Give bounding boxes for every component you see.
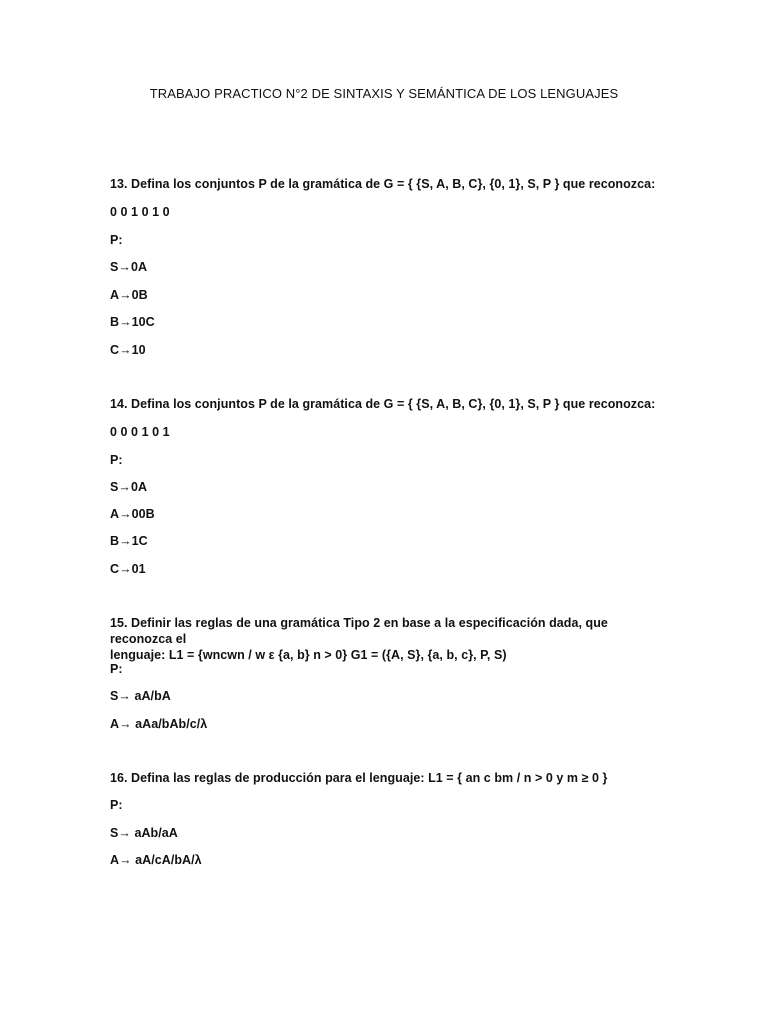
exercise-13-rule: B→10C bbox=[110, 315, 155, 329]
exercise-15-rule: A→ aAa/bAb/c/λ bbox=[110, 717, 208, 731]
exercise-15-p-label: P: bbox=[110, 662, 123, 676]
exercise-13-p-label: P: bbox=[110, 233, 123, 247]
exercise-15-rule: S→ aA/bA bbox=[110, 689, 171, 703]
exercise-15 bbox=[110, 615, 670, 663]
arrow-icon: → bbox=[118, 689, 131, 703]
exercise-14-string: 0 0 0 1 0 1 bbox=[110, 425, 170, 439]
exercise-15-question-line2: lenguaje: L1 = {wncwn / w ε {a, b} n > 0} G1 = ({A, S}, {a, b, c}, P, S) bbox=[110, 648, 507, 662]
exercise-13-rule: A→0B bbox=[110, 288, 148, 302]
exercise-13 bbox=[110, 176, 670, 192]
arrow-icon: → bbox=[119, 562, 132, 576]
exercise-16-p-label: P: bbox=[110, 798, 123, 812]
arrow-icon: → bbox=[118, 826, 131, 840]
exercise-13-question: 13. Defina los conjuntos P de la gramática de G = { {S, A, B, C}, {0, 1}, S, P } que reconozca: bbox=[110, 177, 656, 191]
document-title: TRABAJO PRACTICO N°2 DE SINTAXIS Y SEMÁNTICA DE LOS LENGUAJES bbox=[149, 86, 619, 101]
arrow-icon: → bbox=[119, 507, 132, 521]
exercise-14-question: 14. Defina los conjuntos P de la gramática de G = { {S, A, B, C}, {0, 1}, S, P } que reconozca: bbox=[110, 397, 656, 411]
arrow-icon: → bbox=[119, 343, 132, 357]
exercise-14 bbox=[110, 396, 670, 412]
exercise-13-rule: C→10 bbox=[110, 343, 146, 357]
arrow-icon: → bbox=[119, 717, 132, 731]
arrow-icon: → bbox=[119, 288, 132, 302]
exercise-14-rule: A→00B bbox=[110, 507, 155, 521]
arrow-icon: → bbox=[118, 260, 131, 274]
exercise-16 bbox=[110, 770, 670, 786]
exercise-13-string: 0 0 1 0 1 0 bbox=[110, 205, 170, 219]
arrow-icon: → bbox=[119, 534, 132, 548]
exercise-16-rule: A→ aA/cA/bA/λ bbox=[110, 853, 202, 867]
exercise-14-rule: B→1C bbox=[110, 534, 148, 548]
exercise-14-rule: C→01 bbox=[110, 562, 146, 576]
arrow-icon: → bbox=[119, 315, 132, 329]
exercise-13-rule: S→0A bbox=[110, 260, 148, 274]
exercise-15-question-line1: 15. Definir las reglas de una gramática Tipo 2 en base a la especificación dada, que reconozca el bbox=[110, 616, 612, 646]
exercise-14-rule: S→0A bbox=[110, 480, 148, 494]
exercise-16-rule: S→ aAb/aA bbox=[110, 826, 178, 840]
arrow-icon: → bbox=[118, 480, 131, 494]
exercise-16-question: 16. Defina las reglas de producción para el lenguaje: L1 = { an c bm / n > 0 y m ≥ 0 } bbox=[110, 771, 608, 785]
arrow-icon: → bbox=[119, 853, 132, 867]
exercise-14-p-label: P: bbox=[110, 453, 123, 467]
